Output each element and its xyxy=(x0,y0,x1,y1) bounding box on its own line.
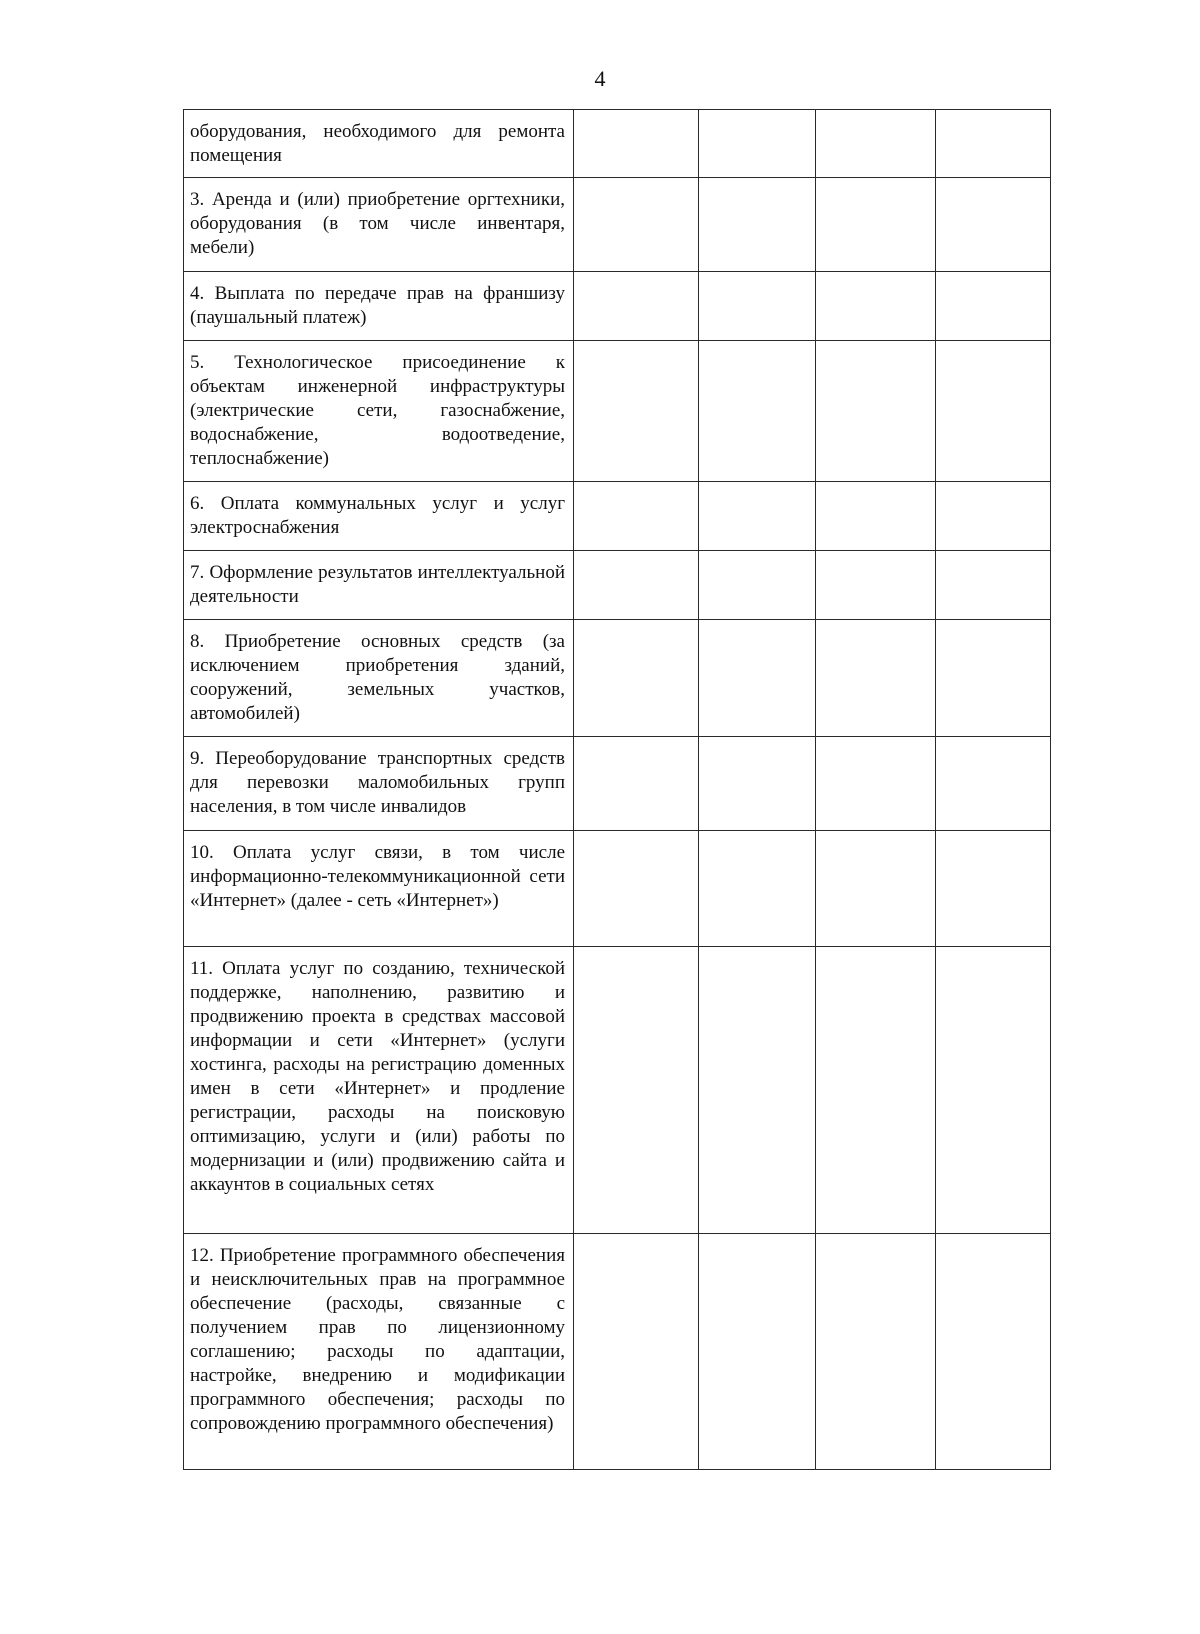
table-row xyxy=(184,178,1051,272)
amount-cell[interactable] xyxy=(816,947,936,1234)
amount-cell[interactable] xyxy=(936,1234,1051,1470)
expense-item-cell xyxy=(184,737,574,831)
table-row xyxy=(184,551,1051,620)
amount-cell[interactable] xyxy=(816,272,936,341)
amount-cell[interactable] xyxy=(574,1234,699,1470)
expense-item-cell xyxy=(184,831,574,947)
amount-cell[interactable] xyxy=(936,831,1051,947)
table-row xyxy=(184,620,1051,737)
amount-cell[interactable] xyxy=(816,482,936,551)
amount-cell[interactable] xyxy=(574,341,699,482)
amount-cell[interactable] xyxy=(936,482,1051,551)
amount-cell[interactable] xyxy=(574,737,699,831)
table-row xyxy=(184,831,1051,947)
expense-item-text: оборудования, необходимого для ремонта помещения xyxy=(190,121,565,166)
expense-item-text: 12. Приобретение программного обеспечения и неисключительных прав на программное обеспечение (расходы, связанные с получением прав по лицензионному соглашению; расходы по адаптации, настройке, внедрению и модификации программного обеспечения; расходы по сопровождению программного обеспечения) xyxy=(190,1245,565,1434)
amount-cell[interactable] xyxy=(936,272,1051,341)
table-row xyxy=(184,482,1051,551)
expense-item-cell xyxy=(184,110,574,178)
expense-item-cell xyxy=(184,482,574,551)
amount-cell[interactable] xyxy=(936,178,1051,272)
amount-cell[interactable] xyxy=(699,110,816,178)
amount-cell[interactable] xyxy=(699,272,816,341)
expense-item-cell xyxy=(184,272,574,341)
expense-item-text: 9. Переоборудование транспортных средств для перевозки маломобильных групп населения, в том числе инвалидов xyxy=(190,748,565,817)
amount-cell[interactable] xyxy=(574,482,699,551)
amount-cell[interactable] xyxy=(699,737,816,831)
expense-item-text: 6. Оплата коммунальных услуг и услуг электроснабжения xyxy=(190,493,565,538)
amount-cell[interactable] xyxy=(816,110,936,178)
amount-cell[interactable] xyxy=(574,947,699,1234)
expense-item-cell xyxy=(184,947,574,1234)
expense-item-text: 11. Оплата услуг по созданию, технической поддержке, наполнению, развитию и продвижению проекта в средствах массовой информации и сети «Интернет» (услуги хостинга, расходы на регистрацию доменных имен в сети «Интернет» и продление регистрации, расходы на поисковую оптимизацию, услуги и (или) работы по модернизации и (или) продвижению сайта и аккаунтов в социальных сетях xyxy=(190,958,565,1195)
amount-cell[interactable] xyxy=(936,620,1051,737)
amount-cell[interactable] xyxy=(699,620,816,737)
expense-item-text: 3. Аренда и (или) приобретение оргтехники, оборудования (в том числе инвентаря, мебели) xyxy=(190,189,565,258)
amount-cell[interactable] xyxy=(816,620,936,737)
expense-item-text: 10. Оплата услуг связи, в том числе информационно-телекоммуникационной сети «Интернет» (далее - сеть «Интернет») xyxy=(190,842,565,911)
expense-item-text: 4. Выплата по передаче прав на франшизу (паушальный платеж) xyxy=(190,283,565,328)
table-row xyxy=(184,341,1051,482)
amount-cell[interactable] xyxy=(936,947,1051,1234)
amount-cell[interactable] xyxy=(816,737,936,831)
table-row xyxy=(184,947,1051,1234)
amount-cell[interactable] xyxy=(699,551,816,620)
amount-cell[interactable] xyxy=(936,737,1051,831)
amount-cell[interactable] xyxy=(699,341,816,482)
amount-cell[interactable] xyxy=(699,947,816,1234)
amount-cell[interactable] xyxy=(936,341,1051,482)
amount-cell[interactable] xyxy=(816,341,936,482)
page-number: 4 xyxy=(594,66,606,91)
amount-cell[interactable] xyxy=(816,551,936,620)
amount-cell[interactable] xyxy=(816,178,936,272)
table-row xyxy=(184,272,1051,341)
amount-cell[interactable] xyxy=(699,1234,816,1470)
amount-cell[interactable] xyxy=(574,551,699,620)
amount-cell[interactable] xyxy=(574,620,699,737)
amount-cell[interactable] xyxy=(699,482,816,551)
expense-item-cell xyxy=(184,620,574,737)
expense-item-text: 5. Технологическое присоединение к объектам инженерной инфраструктуры (электрические сети, газоснабжение, водоснабжение, водоотведение, теплоснабжение) xyxy=(190,352,565,469)
expense-item-text: 7. Оформление результатов интеллектуальной деятельности xyxy=(190,562,565,607)
table-row xyxy=(184,110,1051,178)
expense-item-text: 8. Приобретение основных средств (за исключением приобретения зданий, сооружений, земельных участков, автомобилей) xyxy=(190,631,565,724)
amount-cell[interactable] xyxy=(936,551,1051,620)
expense-item-cell xyxy=(184,551,574,620)
expense-table xyxy=(183,109,1051,1470)
table-row xyxy=(184,737,1051,831)
amount-cell[interactable] xyxy=(574,110,699,178)
amount-cell[interactable] xyxy=(574,272,699,341)
amount-cell[interactable] xyxy=(699,178,816,272)
expense-item-cell xyxy=(184,178,574,272)
expense-item-cell xyxy=(184,341,574,482)
amount-cell[interactable] xyxy=(574,178,699,272)
table-row xyxy=(184,1234,1051,1470)
amount-cell[interactable] xyxy=(816,831,936,947)
amount-cell[interactable] xyxy=(574,831,699,947)
amount-cell[interactable] xyxy=(816,1234,936,1470)
amount-cell[interactable] xyxy=(699,831,816,947)
expense-item-cell xyxy=(184,1234,574,1470)
amount-cell[interactable] xyxy=(936,110,1051,178)
